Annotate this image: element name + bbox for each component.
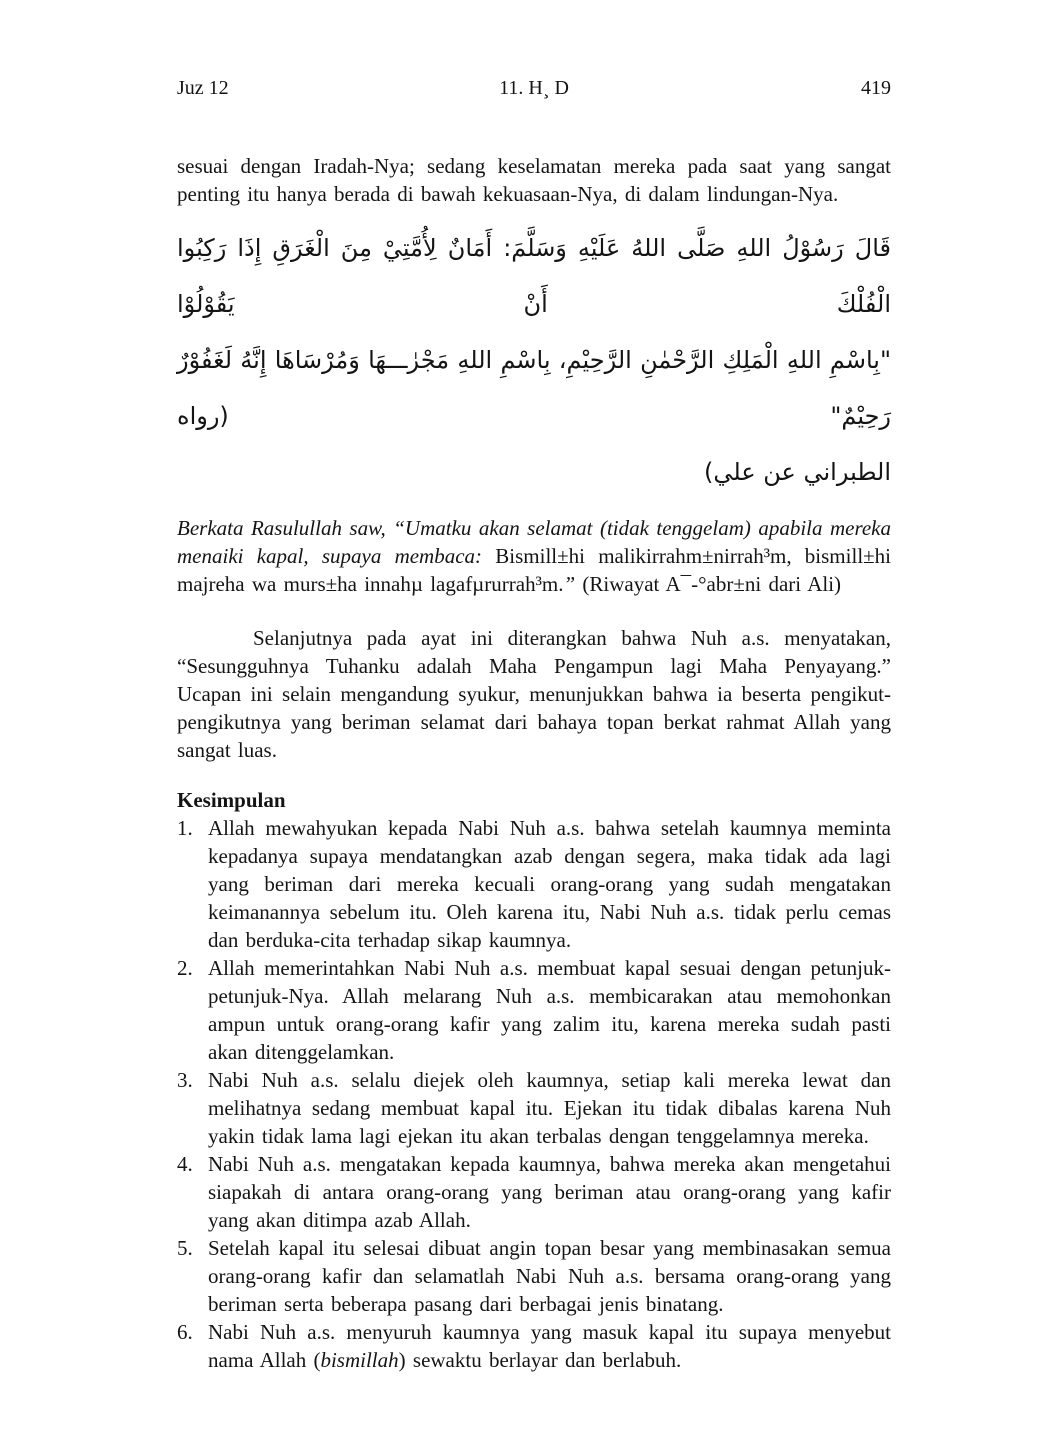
list-item-2 [177, 954, 891, 1066]
list-item-4-number: 4. [177, 1152, 193, 1176]
list-item-3-number: 3. [177, 1068, 193, 1092]
list-item-2-number: 2. [177, 956, 193, 980]
page-header [177, 74, 891, 102]
translation-italic-intro: Berkata Rasulullah saw, “Umatku akan selamat (tidak tenggelam) apabila mereka menaiki kapal, supaya membaca: [177, 516, 891, 568]
list-item-1 [177, 814, 891, 954]
arabic-hadith-block [177, 220, 891, 500]
header-juz-label: Juz 12 [177, 77, 229, 99]
list-item-6-text-before: Nabi Nuh a.s. menyuruh kaumnya yang masuk kapal itu supaya menyebut nama Allah ( [208, 1320, 891, 1372]
list-item-6 [177, 1318, 891, 1374]
header-surah-title: 11. H¸ D [499, 77, 569, 99]
paragraph-intro: sesuai dengan Iradah-Nya; sedang keselamatan mereka pada saat yang sangat penting itu hanya berada di bawah kekuasaan-Nya, di dalam lindungan-Nya. [177, 154, 891, 206]
list-item-2-text: Allah memerintahkan Nabi Nuh a.s. membuat kapal sesuai dengan petunjuk-petunjuk-Nya. Allah melarang Nuh a.s. membicarakan atau memohonkan ampun untuk orang-orang kafir yang zalim itu, karena mereka sudah pasti akan ditenggelamkan. [208, 956, 891, 1064]
paragraph-selanjutnya: Selanjutnya pada ayat ini diterangkan bahwa Nuh a.s. menyatakan, “Sesungguhnya Tuhanku adalah Maha Pengampun lagi Maha Penyayang.” Ucapan ini selain mengandung syukur, menunjukkan bahwa ia beserta pengikut-pengikutnya yang beriman selamat dari bahaya topan berkat rahmat Allah yang sangat luas. [177, 626, 891, 762]
list-item-5-text: Setelah kapal itu selesai dibuat angin topan besar yang membinasakan semua orang-orang kafir dan selamatlah Nabi Nuh a.s. bersama orang-orang yang beriman serta beberapa pasang dari berbagai jenis binatang. [208, 1236, 891, 1316]
list-item-3-text: Nabi Nuh a.s. selalu diejek oleh kaumnya, setiap kali mereka lewat dan melihatnya sedang membuat kapal itu. Ejekan itu tidak dibalas karena Nuh yakin tidak lama lagi ejekan itu akan terbalas dengan tenggelamnya mereka. [208, 1068, 891, 1148]
list-item-3 [177, 1066, 891, 1150]
arabic-hadith-line-3: الطبراني عن علي) [704, 458, 891, 486]
kesimpulan-list [177, 814, 891, 1374]
list-item-1-number: 1. [177, 816, 193, 840]
hadith-translation [177, 514, 891, 598]
kesimpulan-heading: Kesimpulan [177, 788, 286, 812]
list-item-4-text: Nabi Nuh a.s. mengatakan kepada kaumnya, bahwa mereka akan mengetahui siapakah di antara orang-orang yang beriman atau orang-orang yang kafir yang akan ditimpa azab Allah. [208, 1152, 891, 1232]
list-item-6-number: 6. [177, 1320, 193, 1344]
list-item-6-text-after: ) sewaktu berlayar dan berlabuh. [398, 1348, 682, 1372]
arabic-hadith-line-1: قَالَ رَسُوْلُ اللهِ صَلَّى اللهُ عَلَيْهِ وَسَلَّمَ: أَمَانٌ لِأُمَّتِيْ مِنَ الْغَرَقِ إِذَا رَكِبُوا الْفُلْكَ أَنْ يَقُوْلُوْا [177, 234, 891, 318]
list-item-6-italic-word: bismillah [320, 1348, 399, 1372]
list-item-4 [177, 1150, 891, 1234]
list-item-5-number: 5. [177, 1236, 193, 1260]
list-item-5 [177, 1234, 891, 1318]
arabic-hadith-line-2: "بِاسْمِ اللهِ الْمَلِكِ الرَّحْمٰنِ الرَّحِيْمِ، بِاسْمِ اللهِ مَجْرٰـــهَا وَمُرْسَاهَا إِنَّهُ لَغَفُوْرٌ رَحِيْمٌ" (رواه [177, 346, 891, 430]
header-page-number: 419 [861, 77, 891, 99]
translation-transliteration: Bismill±hi malikirrahm±nirrah³m, bismill±hi majreha wa murs±ha innahµ lagafµrurrah³m. [177, 544, 892, 596]
translation-attribution: (Riwayat A¯-°abr±ni dari Ali) [575, 572, 842, 596]
translation-closing-quote: ” [563, 572, 576, 596]
list-item-1-text: Allah mewahyukan kepada Nabi Nuh a.s. bahwa setelah kaumnya meminta kepadanya supaya mendatangkan azab dengan segera, maka tidak ada lagi yang beriman dari mereka kecuali orang-orang yang sudah mengatakan keimanannya sebelum itu. Oleh karena itu, Nabi Nuh a.s. tidak perlu cemas dan berduka-cita terhadap sikap kaumnya. [208, 816, 891, 952]
